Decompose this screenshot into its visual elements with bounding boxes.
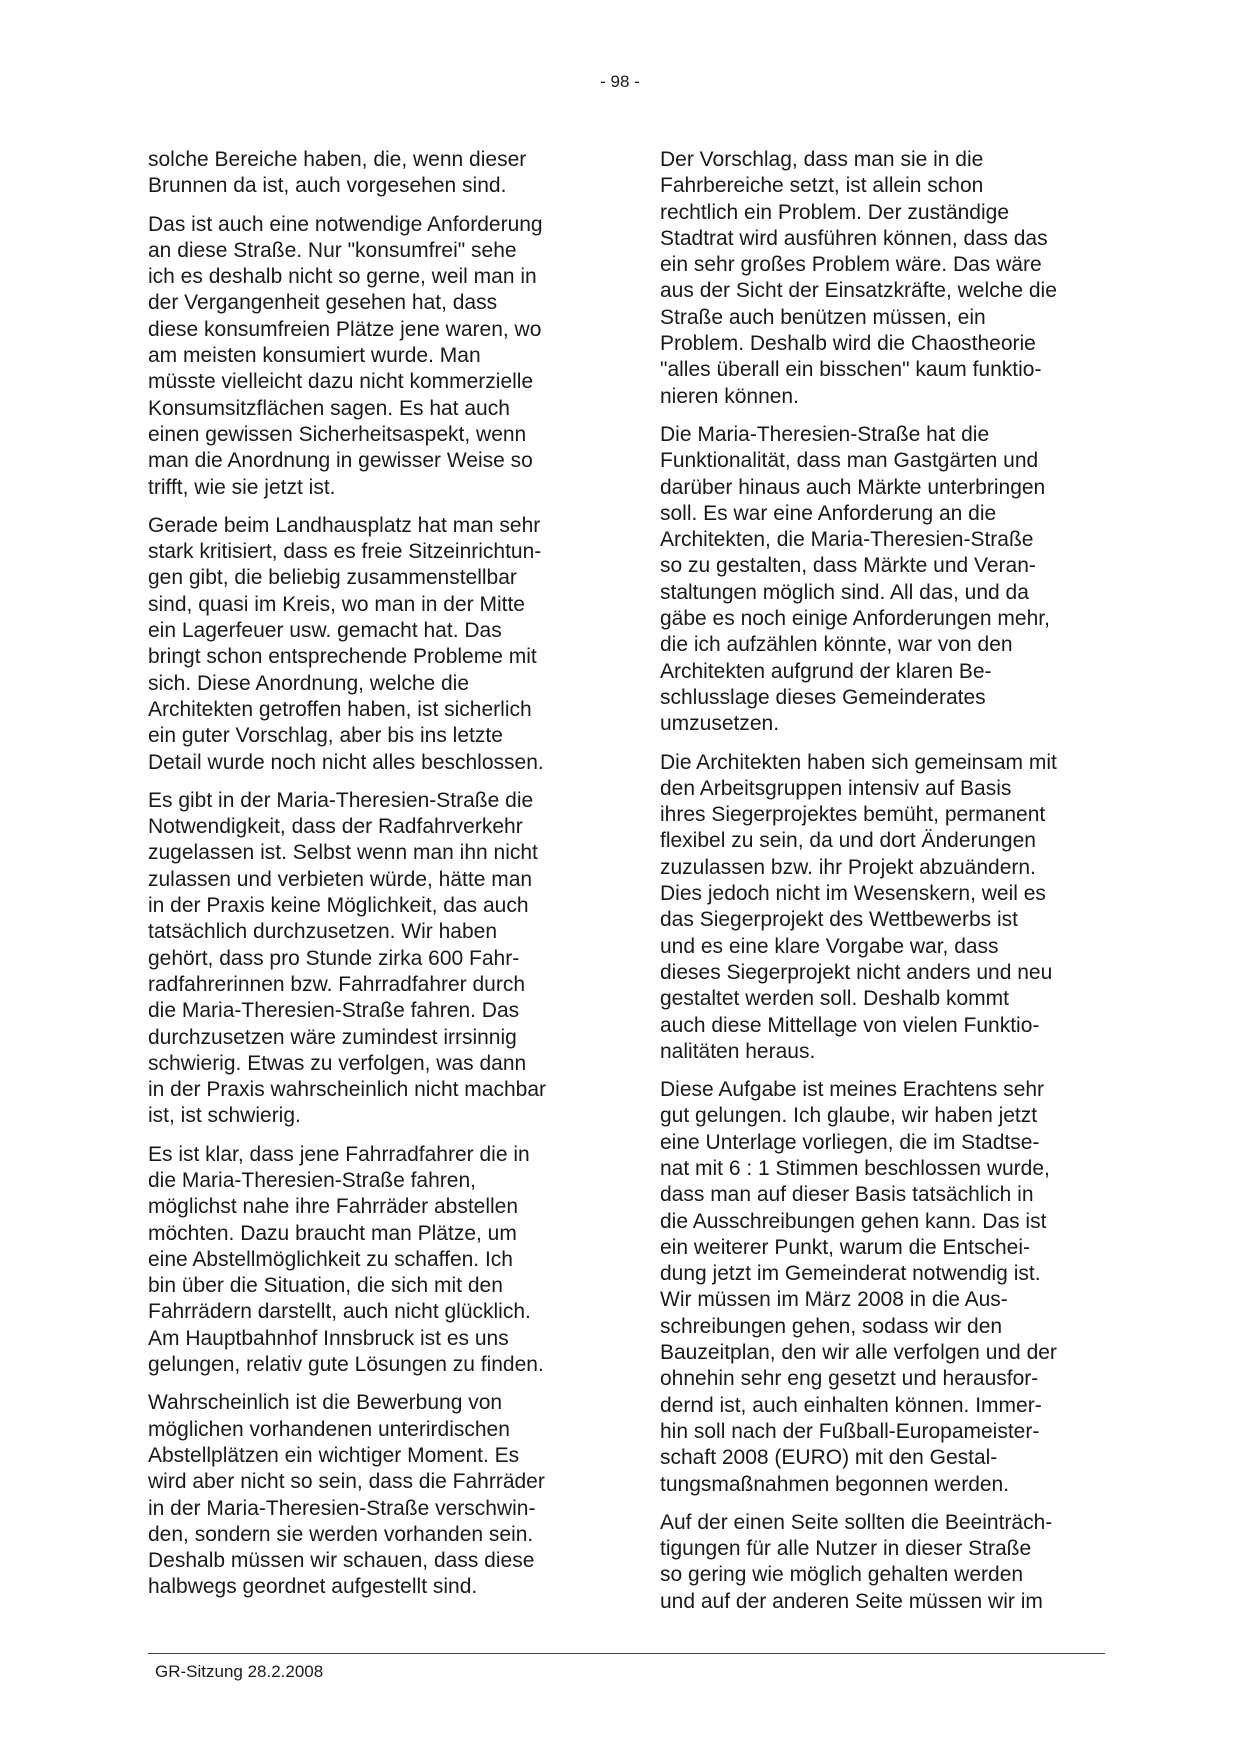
text-line: dernd ist, auch einhalten können. Immer- bbox=[660, 1393, 1042, 1417]
text-line: trifft, wie sie jetzt ist. bbox=[148, 475, 336, 499]
text-line: die ich aufzählen könnte, war von den bbox=[660, 633, 1013, 657]
right-column bbox=[660, 147, 1105, 1627]
left-column bbox=[148, 147, 588, 1613]
text-line: zugelassen ist. Selbst wenn man ihn nicht bbox=[148, 841, 538, 865]
text-line: ein Lagerfeuer usw. gemacht hat. Das bbox=[148, 619, 502, 643]
text-line: so gering wie möglich gehalten werden bbox=[660, 1563, 1024, 1587]
text-line: Bauzeitplan, den wir alle verfolgen und der bbox=[660, 1341, 1057, 1365]
text-line: einen gewissen Sicherheitsaspekt, wenn bbox=[148, 422, 527, 446]
text-line: diese konsumfreien Plätze jene waren, wo bbox=[148, 317, 542, 341]
text-line: Detail wurde noch nicht alles beschlossen. bbox=[148, 750, 544, 774]
text-line: Die Architekten haben sich gemeinsam mit bbox=[660, 750, 1057, 774]
text-line: Der Vorschlag, dass man sie in die bbox=[660, 148, 984, 171]
text-line: Problem. Deshalb wird die Chaostheorie bbox=[660, 332, 1036, 356]
text-line: Konsumsitzflächen sagen. Es hat auch bbox=[148, 396, 510, 420]
text-line: radfahrerinnen bzw. Fahrradfahrer durch bbox=[148, 972, 526, 996]
text-line: Gerade beim Landhausplatz hat man sehr bbox=[148, 513, 541, 537]
text-line: schreibungen gehen, sodass wir den bbox=[660, 1314, 1003, 1338]
text-line: in der Praxis wahrscheinlich nicht machbar bbox=[148, 1078, 547, 1102]
paragraph bbox=[660, 750, 1105, 1066]
text-line: gelungen, relativ gute Lösungen zu finden. bbox=[148, 1353, 544, 1377]
text-line: den Arbeitsgruppen intensiv auf Basis bbox=[660, 776, 1012, 800]
paragraph bbox=[660, 1510, 1105, 1615]
text-line: dieses Siegerprojekt nicht anders und neu bbox=[660, 960, 1053, 984]
footer-session-label: GR-Sitzung 28.2.2008 bbox=[155, 1662, 324, 1681]
paragraph bbox=[660, 422, 1105, 738]
text-line: dung jetzt im Gemeinderat notwendig ist. bbox=[660, 1262, 1041, 1286]
text-line: die Maria-Theresien-Straße fahren, bbox=[148, 1168, 476, 1192]
text-line: ein weiterer Punkt, warum die Entschei- bbox=[660, 1235, 1030, 1259]
text-line: möchten. Dazu braucht man Plätze, um bbox=[148, 1221, 517, 1245]
text-line: Am Hauptbahnhof Innsbruck ist es uns bbox=[148, 1326, 509, 1350]
text-line: Architekten aufgrund der klaren Be- bbox=[660, 659, 992, 683]
text-line: halbwegs geordnet aufgestellt sind. bbox=[148, 1575, 478, 1599]
text-line: gen gibt, die beliebig zusammenstellbar bbox=[148, 566, 517, 590]
text-line: Es ist klar, dass jene Fahrradfahrer die in bbox=[148, 1142, 530, 1166]
text-line: müsste vielleicht dazu nicht kommerzielle bbox=[148, 370, 534, 394]
text-line: der Vergangenheit gesehen hat, dass bbox=[148, 291, 498, 315]
text-line: tigungen für alle Nutzer in dieser Straße bbox=[660, 1537, 1032, 1561]
text-line: "alles überall ein bisschen" kaum funktio- bbox=[660, 358, 1042, 382]
text-line: schlusslage dieses Gemeinderates bbox=[660, 685, 986, 709]
text-line: ihres Siegerprojektes bemüht, permanent bbox=[660, 803, 1046, 827]
text-line: so zu gestalten, dass Märkte und Veran- bbox=[660, 554, 1036, 578]
text-line: Architekten getroffen haben, ist sicherlich bbox=[148, 697, 532, 721]
text-line: darüber hinaus auch Märkte unterbringen bbox=[660, 475, 1046, 499]
footer-divider bbox=[148, 1653, 1105, 1654]
text-line: nieren können. bbox=[660, 384, 799, 408]
text-line: gäbe es noch einige Anforderungen mehr, bbox=[660, 607, 1050, 631]
text-line: Diese Aufgabe ist meines Erachtens sehr bbox=[660, 1078, 1045, 1102]
text-line: ist, ist schwierig. bbox=[148, 1104, 301, 1128]
text-line: eine Abstellmöglichkeit zu schaffen. Ich bbox=[148, 1247, 513, 1271]
text-line: zulassen und verbieten würde, hätte man bbox=[148, 867, 533, 891]
text-line: hin soll nach der Fußball-Europameister- bbox=[660, 1419, 1040, 1443]
paragraph bbox=[148, 513, 588, 776]
text-line: gut gelungen. Ich glaube, wir haben jetzt bbox=[660, 1104, 1038, 1128]
text-line: zuzulassen bzw. ihr Projekt abzuändern. bbox=[660, 855, 1036, 879]
text-line: sind, quasi im Kreis, wo man in der Mitte bbox=[148, 592, 525, 616]
text-line: gestaltet werden soll. Deshalb kommt bbox=[660, 987, 1009, 1011]
text-line: und auf der anderen Seite müssen wir im bbox=[660, 1589, 1043, 1613]
paragraph bbox=[148, 1142, 588, 1379]
text-line: Abstellplätzen ein wichtiger Moment. Es bbox=[148, 1443, 520, 1467]
text-line: Funktionalität, dass man Gastgärten und bbox=[660, 449, 1039, 473]
text-line: Das ist auch eine notwendige Anforderung bbox=[148, 212, 543, 236]
text-line: solche Bereiche haben, die, wenn dieser bbox=[148, 148, 527, 171]
text-line: wird aber nicht so sein, dass die Fahrräder bbox=[148, 1470, 545, 1494]
text-line: aus der Sicht der Einsatzkräfte, welche die bbox=[660, 279, 1057, 303]
text-line: Dies jedoch nicht im Wesenskern, weil es bbox=[660, 882, 1046, 906]
text-line: Deshalb müssen wir schauen, dass diese bbox=[148, 1549, 535, 1573]
text-line: Wir müssen im März 2008 in die Aus- bbox=[660, 1288, 1008, 1312]
text-line: und es eine klare Vorgabe war, dass bbox=[660, 934, 999, 958]
text-line: Architekten, die Maria-Theresien-Straße bbox=[660, 528, 1034, 552]
text-line: auch diese Mittellage von vielen Funktio- bbox=[660, 1013, 1040, 1037]
text-line: ein guter Vorschlag, aber bis ins letzte bbox=[148, 724, 503, 748]
text-line: Notwendigkeit, dass der Radfahrverkehr bbox=[148, 815, 523, 839]
text-line: Wahrscheinlich ist die Bewerbung von bbox=[148, 1391, 503, 1415]
text-line: Brunnen da ist, auch vorgesehen sind. bbox=[148, 174, 507, 198]
text-line: tatsächlich durchzusetzen. Wir haben bbox=[148, 920, 498, 944]
text-line: in der Maria-Theresien-Straße verschwin- bbox=[148, 1496, 536, 1520]
text-line: dass man auf dieser Basis tatsächlich in bbox=[660, 1183, 1034, 1207]
text-line: Es gibt in der Maria-Theresien-Straße die bbox=[148, 788, 534, 812]
text-line: gehört, dass pro Stunde zirka 600 Fahr- bbox=[148, 946, 520, 970]
text-line: bringt schon entsprechende Probleme mit bbox=[148, 645, 537, 669]
text-line: staltungen möglich sind. All das, und da bbox=[660, 580, 1029, 604]
text-line: flexibel zu sein, da und dort Änderungen bbox=[660, 829, 1036, 853]
text-line: schwierig. Etwas zu verfolgen, was dann bbox=[148, 1051, 527, 1075]
text-line: sich. Diese Anordnung, welche die bbox=[148, 671, 470, 695]
text-line: durchzusetzen wäre zumindest irrsinnig bbox=[148, 1025, 517, 1049]
paragraph bbox=[148, 788, 588, 1130]
text-line: man die Anordnung in gewisser Weise so bbox=[148, 449, 533, 473]
text-line: in der Praxis keine Möglichkeit, das auch bbox=[148, 894, 529, 918]
text-line: ein sehr großes Problem wäre. Das wäre bbox=[660, 253, 1042, 277]
text-line: rechtlich ein Problem. Der zuständige bbox=[660, 200, 1010, 224]
text-line: ohnehin sehr eng gesetzt und herausfor- bbox=[660, 1367, 1039, 1391]
text-line: Stadtrat wird ausführen können, dass das bbox=[660, 226, 1048, 250]
text-line: Straße auch benützen müssen, ein bbox=[660, 305, 986, 329]
text-line: nat mit 6 : 1 Stimmen beschlossen wurde, bbox=[660, 1156, 1050, 1180]
text-line: möglichst nahe ihre Fahrräder abstellen bbox=[148, 1195, 519, 1219]
text-line: tungsmaßnahmen begonnen werden. bbox=[660, 1472, 1010, 1496]
text-line: am meisten konsumiert wurde. Man bbox=[148, 344, 481, 368]
text-line: nalitäten heraus. bbox=[660, 1039, 816, 1063]
paragraph bbox=[148, 1390, 588, 1600]
text-line: an diese Straße. Nur "konsumfrei" sehe bbox=[148, 238, 517, 262]
text-line: eine Unterlage vorliegen, die im Stadtse- bbox=[660, 1130, 1040, 1154]
text-line: Die Maria-Theresien-Straße hat die bbox=[660, 422, 990, 446]
text-line: die Ausschreibungen gehen kann. Das ist bbox=[660, 1209, 1047, 1233]
text-line: soll. Es war eine Anforderung an die bbox=[660, 501, 997, 525]
text-line: stark kritisiert, dass es freie Sitzeinrichtun- bbox=[148, 540, 542, 564]
text-line: möglichen vorhandenen unterirdischen bbox=[148, 1417, 510, 1441]
text-line: Auf der einen Seite sollten die Beeinträch- bbox=[660, 1510, 1053, 1534]
paragraph bbox=[148, 212, 588, 501]
text-line: Fahrbereiche setzt, ist allein schon bbox=[660, 174, 984, 198]
text-line: die Maria-Theresien-Straße fahren. Das bbox=[148, 999, 520, 1023]
paragraph bbox=[660, 1077, 1105, 1498]
text-line: das Siegerprojekt des Wettbewerbs ist bbox=[660, 908, 1018, 932]
text-line: umzusetzen. bbox=[660, 712, 780, 736]
page-number: - 98 - bbox=[600, 72, 640, 91]
text-line: schaft 2008 (EURO) mit den Gestal- bbox=[660, 1446, 998, 1470]
text-line: Fahrrädern darstellt, auch nicht glücklich. bbox=[148, 1300, 531, 1324]
paragraph bbox=[148, 147, 588, 200]
text-line: bin über die Situation, die sich mit den bbox=[148, 1274, 503, 1298]
text-line: den, sondern sie werden vorhanden sein. bbox=[148, 1522, 534, 1546]
text-line: ich es deshalb nicht so gerne, weil man in bbox=[148, 265, 537, 289]
paragraph bbox=[660, 147, 1105, 410]
